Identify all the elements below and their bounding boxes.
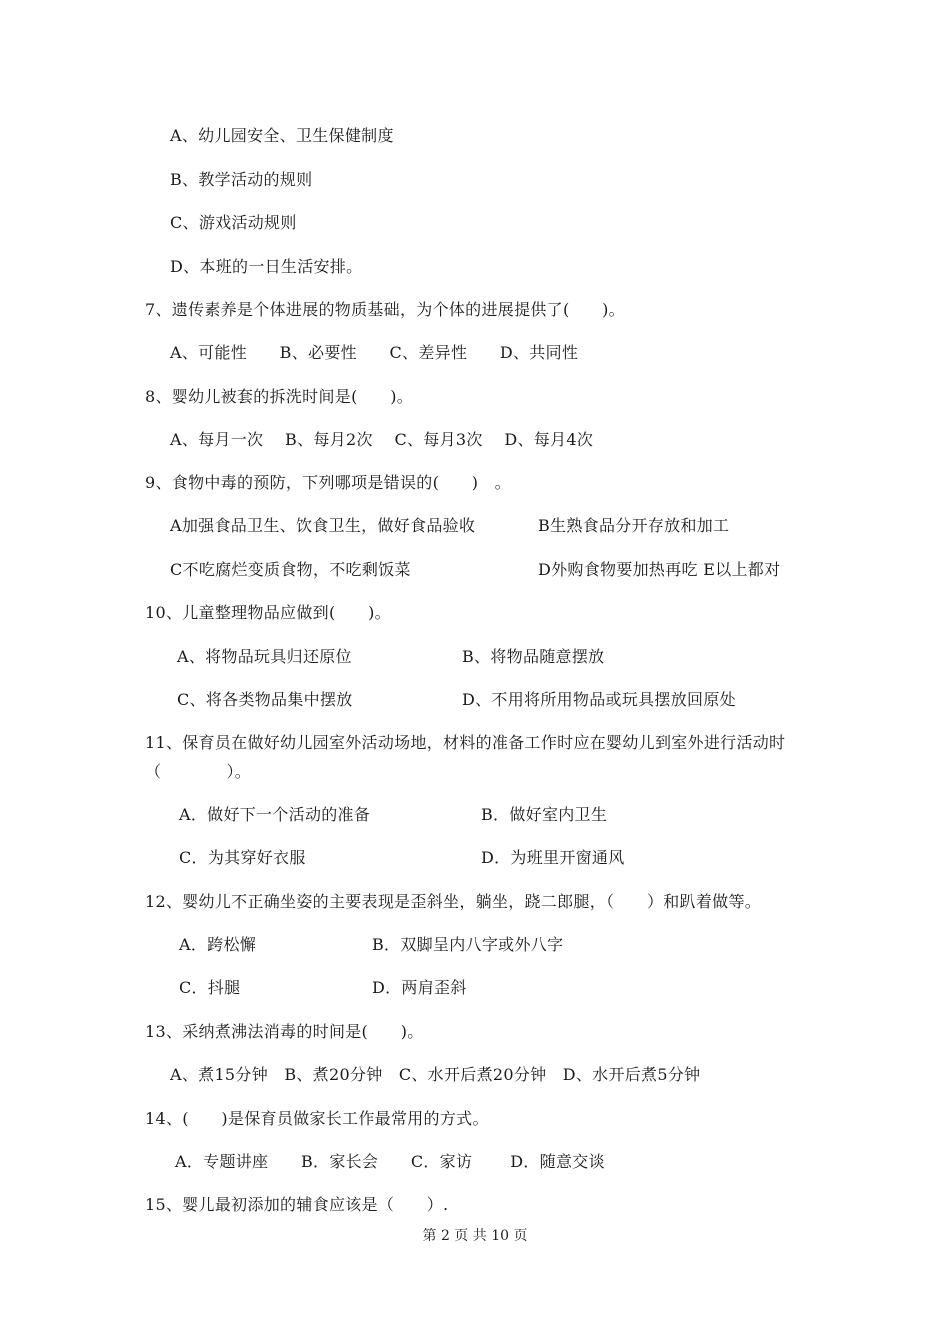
q12-option-b: B．双脚呈内八字或外八字 [372, 935, 564, 954]
q14-options: A．专题讲座 B．家长会 C．家访 D．随意交谈 [175, 1152, 605, 1171]
q8-text: 8、婴幼儿被套的拆洗时间是( )。 [145, 387, 414, 406]
q9-option-a: A加强食品卫生、饮食卫生，做好食品验收 [170, 516, 476, 535]
q7-options: A、可能性 B、必要性 C、差异性 D、共同性 [170, 343, 579, 362]
q12-option-a: A．跨松懈 [179, 935, 257, 954]
page-number-footer: 第 2 页 共 10 页 [422, 1228, 528, 1244]
q7-text: 7、遗传素养是个体进展的物质基础，为个体的进展提供了( )。 [145, 300, 625, 319]
q10-option-a: A、将物品玩具归还原位 [177, 647, 352, 666]
q10-option-c: C、将各类物品集中摆放 [177, 690, 353, 709]
q11-option-d: D．为班里开窗通风 [481, 848, 625, 867]
q11-text: 11、保育员在做好幼儿园室外活动场地，材料的准备工作时应在婴幼儿到室外进行活动时 [145, 733, 786, 752]
q15-text: 15、婴儿最初添加的辅食应该是（ ）. [145, 1195, 449, 1214]
q6-option-b: B、教学活动的规则 [170, 170, 313, 189]
q11-option-b: B．做好室内卫生 [481, 805, 608, 824]
q8-options: A、每月一次 B、每月2次 C、每月3次 D、每月4次 [170, 430, 594, 449]
q13-options: A、煮15分钟 B、煮20分钟 C、水开后煮20分钟 D、水开后煮5分钟 [170, 1065, 701, 1084]
q9-option-c: C不吃腐烂变质食物，不吃剩饭菜 [170, 560, 411, 579]
q6-option-a: A、幼儿园安全、卫生保健制度 [170, 126, 394, 145]
q12-option-d: D．两肩歪斜 [372, 978, 467, 997]
q6-option-c: C、游戏活动规则 [170, 213, 297, 232]
q9-option-d: D外购食物要加热再吃 E以上都对 [538, 560, 781, 579]
q10-option-b: B、将物品随意摆放 [462, 647, 605, 666]
q10-text: 10、儿童整理物品应做到( )。 [145, 603, 391, 622]
q9-text: 9、食物中毒的预防，下列哪项是错误的( ) 。 [145, 473, 511, 492]
q6-option-d: D、本班的一日生活安排。 [170, 257, 363, 276]
q10-option-d: D、不用将所用物品或玩具摆放回原处 [462, 690, 736, 709]
q11-option-c: C．为其穿好衣服 [179, 848, 306, 867]
q12-option-c: C．抖腿 [179, 978, 241, 997]
q13-text: 13、采纳煮沸法消毒的时间是( )。 [145, 1022, 424, 1041]
q11-option-a: A．做好下一个活动的准备 [179, 805, 371, 824]
q9-option-b: B生熟食品分开存放和加工 [538, 516, 730, 535]
q12-text: 12、婴幼儿不正确坐姿的主要表现是歪斜坐，躺坐，跷二郎腿，（ ）和趴着做等。 [145, 892, 762, 911]
q11-text-continued: （ ）。 [145, 762, 252, 781]
q14-text: 14、( )是保育员做家长工作最常用的方式。 [145, 1109, 489, 1128]
